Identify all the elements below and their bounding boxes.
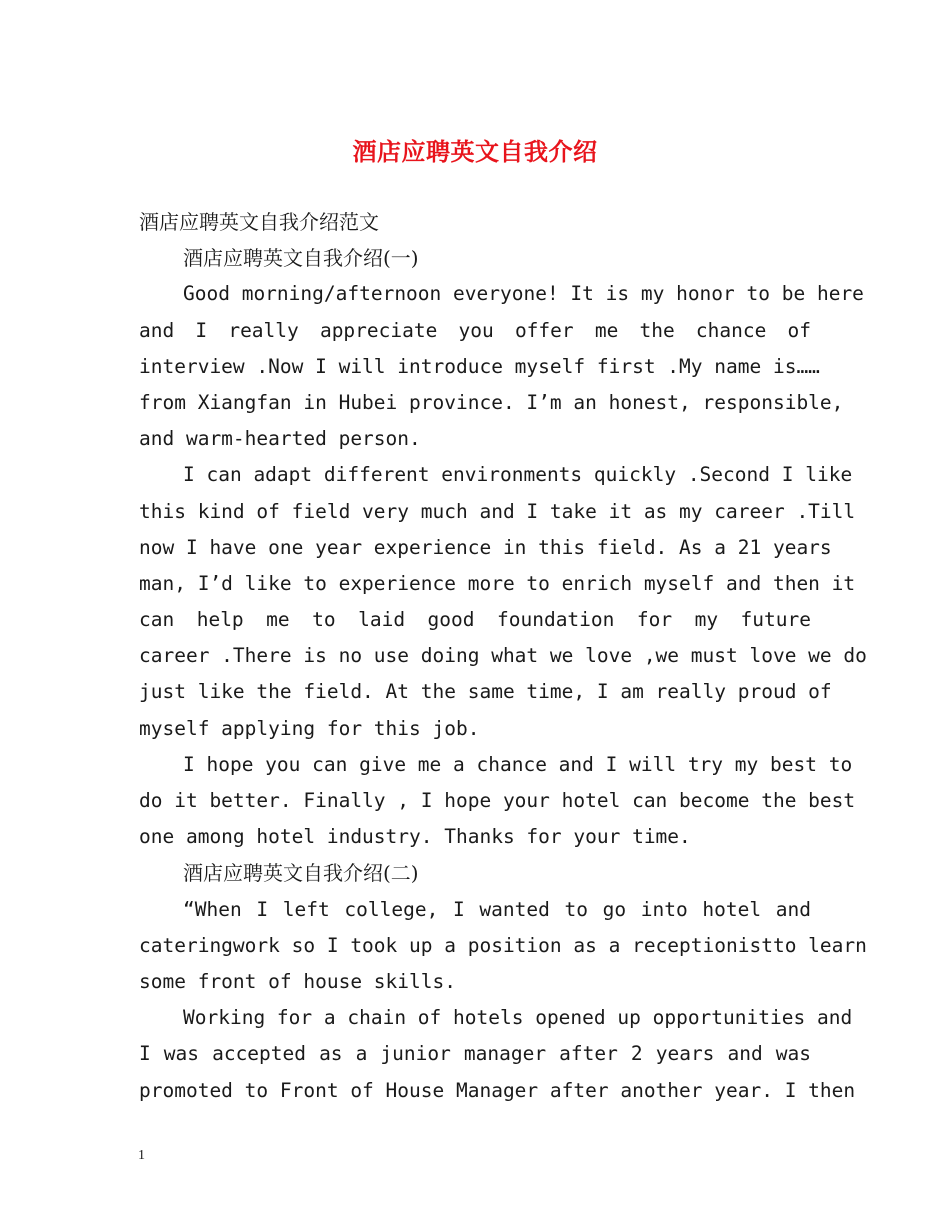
text-line: I was accepted as a junior manager after 2 years and was (139, 1042, 811, 1066)
text-line: cateringwork so I took up a position as a receptionistto learn (139, 933, 867, 957)
document-body (139, 204, 867, 1109)
text-line: promoted to Front of House Manager after another year. I then (139, 1078, 856, 1102)
text-line: “When I left college, I wanted to go into hotel and (183, 897, 811, 921)
article-heading: 酒店应聘英文自我介绍范文 (139, 210, 379, 234)
text-line: and warm-hearted person. (139, 427, 421, 451)
text-line: from Xiangfan in Hubei province. I’m an honest, responsible, (139, 390, 844, 414)
page-number: 1 (138, 1148, 145, 1163)
text-line: one among hotel industry. Thanks for your time. (139, 825, 691, 849)
text-line: Working for a chain of hotels opened up opportunities and (183, 1006, 853, 1030)
text-line: and I really appreciate you offer me the chance of (139, 318, 811, 342)
text-line: career .There is no use doing what we love ,we must love we do (139, 644, 867, 668)
text-line: Good morning/afternoon everyone! It is my honor to be here (183, 282, 864, 306)
section-heading-one: 酒店应聘英文自我介绍(一) (183, 246, 419, 271)
section-heading-two: 酒店应聘英文自我介绍(二) (183, 861, 419, 886)
text-line: can help me to laid good foundation for my future (139, 608, 811, 632)
text-line: man, I’d like to experience more to enrich myself and then it (139, 571, 856, 595)
text-line: interview .Now I will introduce myself first .My name is…… (139, 354, 820, 378)
text-line: I can adapt different environments quickly .Second I like (183, 463, 853, 487)
text-line: this kind of field very much and I take it as my career .Till (139, 499, 856, 523)
text-line: just like the field. At the same time, I am really proud of (139, 680, 832, 704)
text-line: some front of house skills. (139, 969, 456, 993)
text-line: do it better. Finally , I hope your hotel can become the best (139, 789, 856, 812)
page-title: 酒店应聘英文自我介绍 (352, 137, 598, 166)
text-line: I hope you can give me a chance and I will try my best to (183, 752, 853, 776)
text-line: now I have one year experience in this field. As a 21 years (139, 535, 832, 559)
text-line: myself applying for this job. (139, 716, 480, 740)
